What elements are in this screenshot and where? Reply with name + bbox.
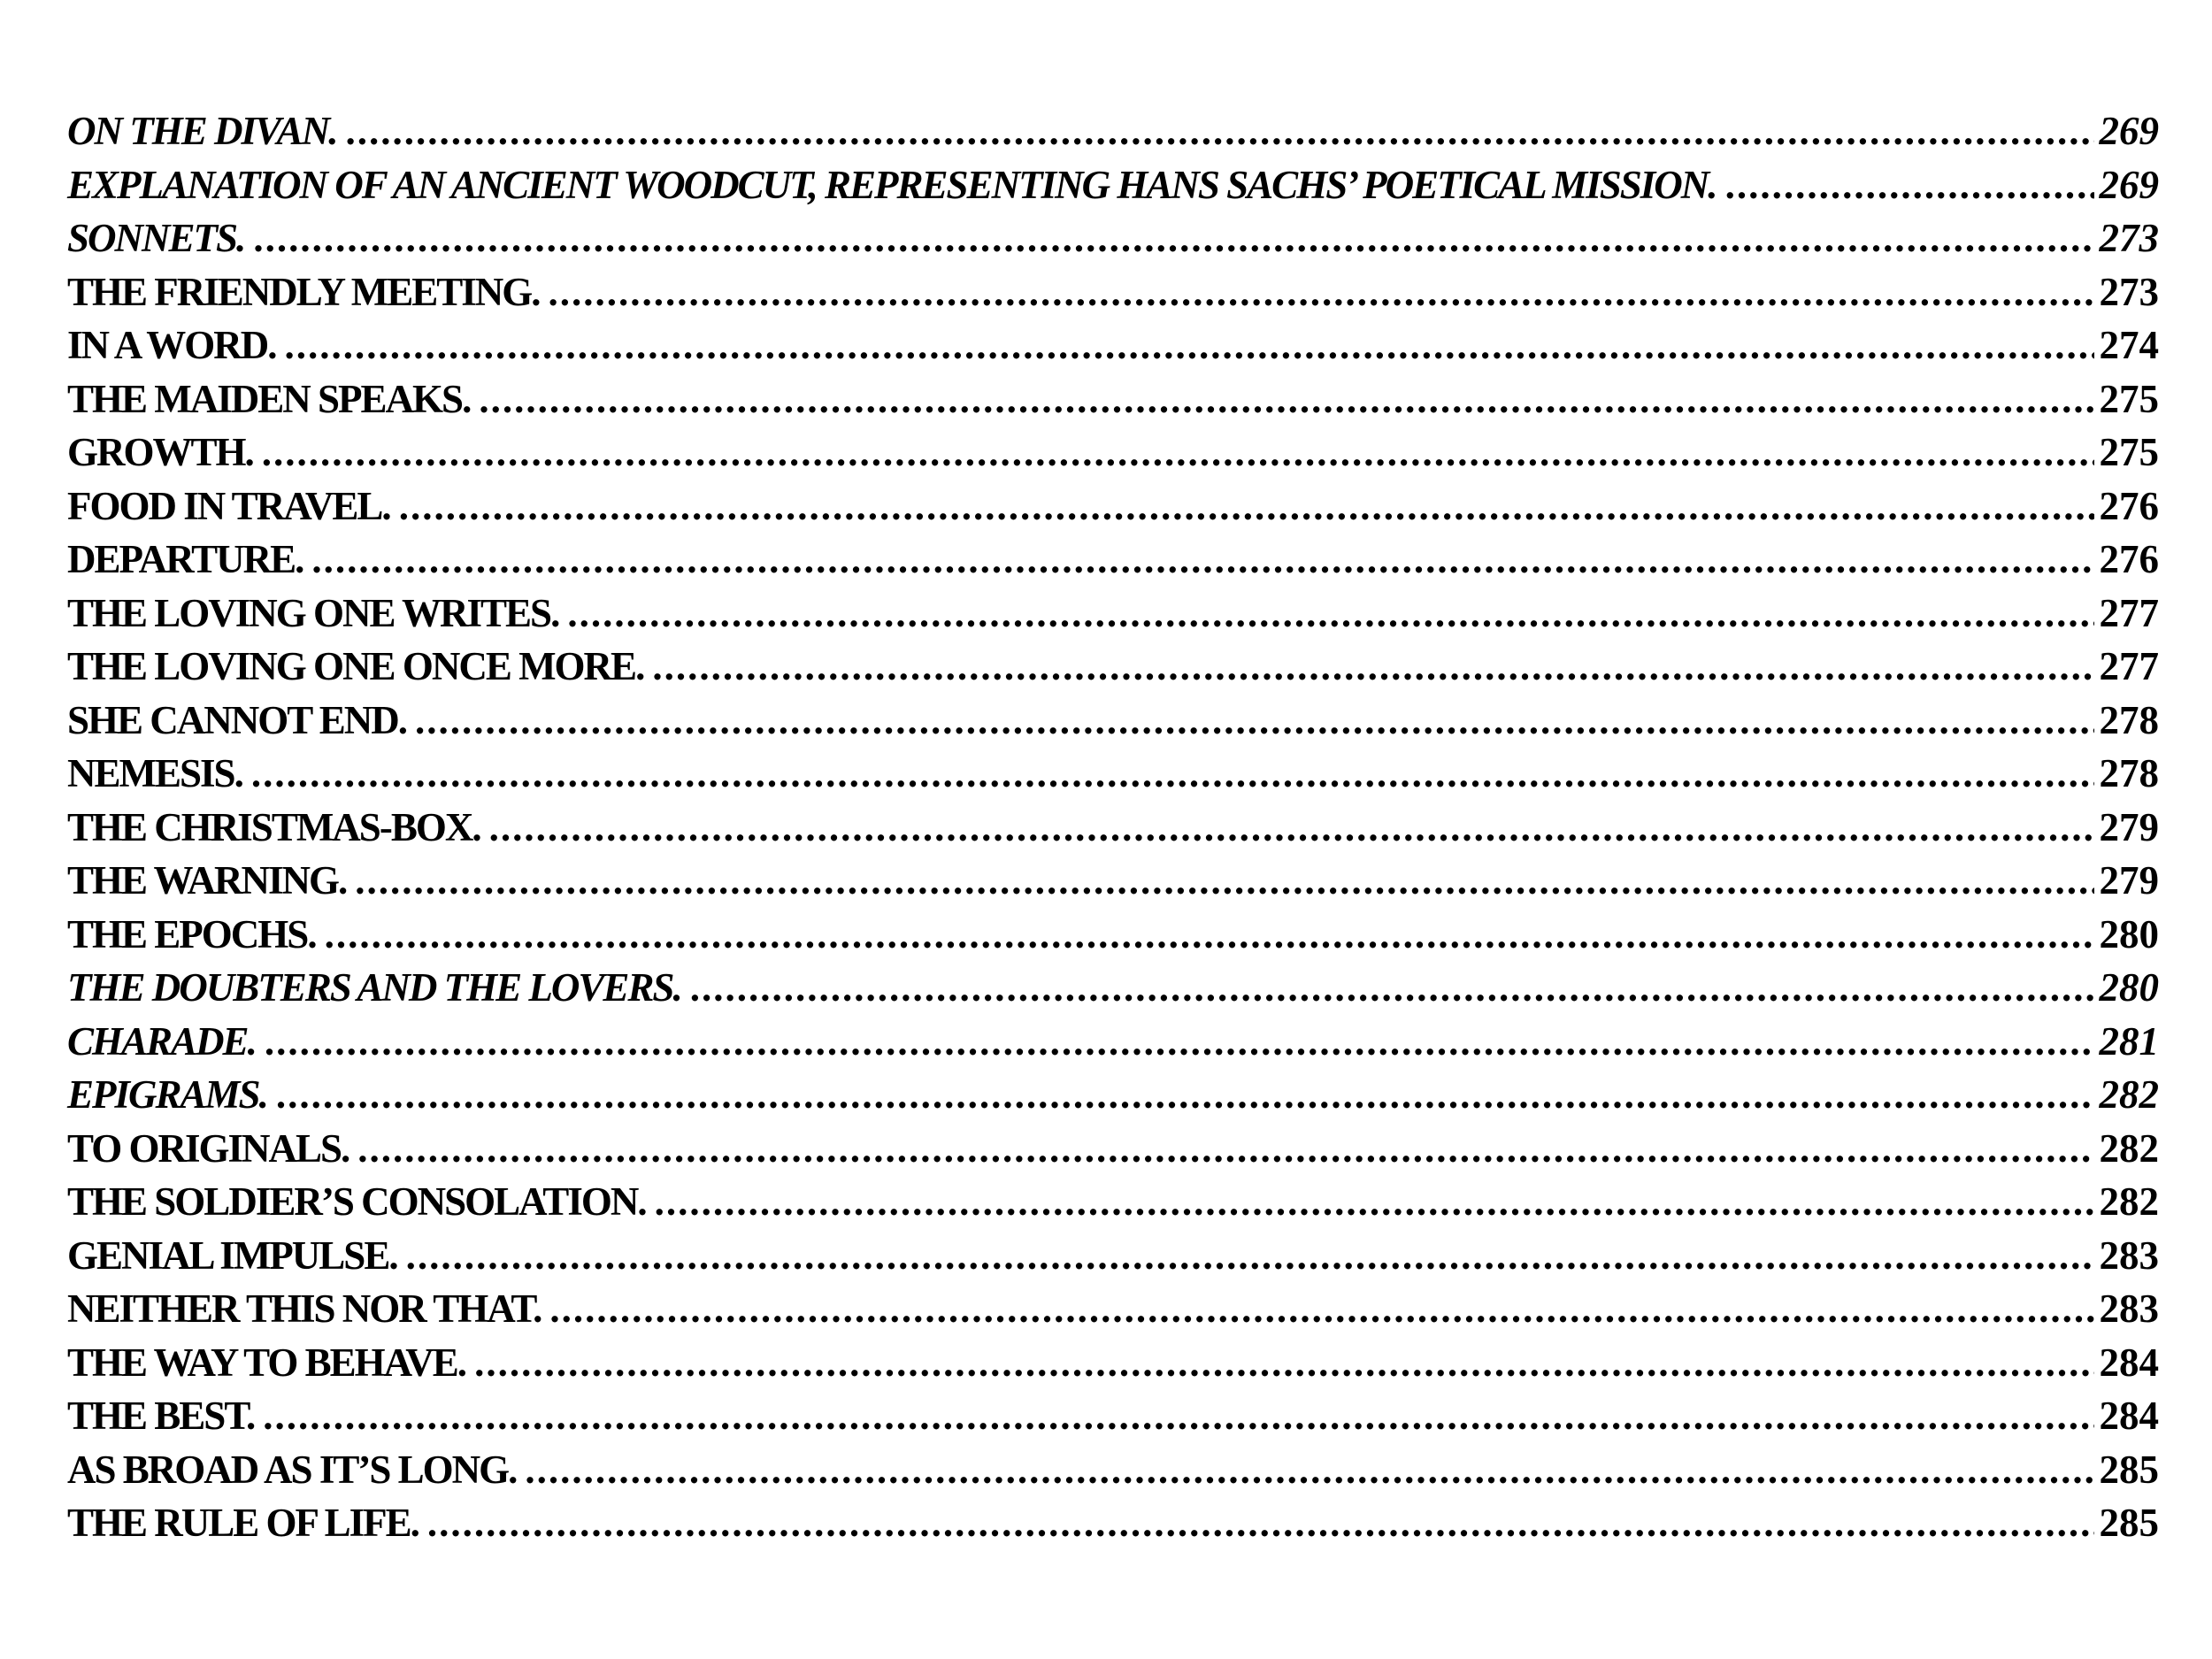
dot-leader xyxy=(489,801,2094,855)
toc-entry-page: 279 xyxy=(2099,858,2159,902)
toc-entry-title: THE MAIDEN SPEAKS. xyxy=(67,376,471,421)
toc-entry xyxy=(67,854,2159,908)
dot-leader xyxy=(427,1496,2094,1550)
toc-entry xyxy=(67,1175,2159,1229)
dot-leader xyxy=(549,265,2094,319)
dot-leader xyxy=(325,908,2094,962)
toc-entry-page: 282 xyxy=(2099,1125,2159,1171)
toc-entry-page: 277 xyxy=(2099,590,2159,635)
toc-entry-page: 285 xyxy=(2099,1447,2159,1492)
toc-entry xyxy=(67,211,2159,265)
toc-entry-title: DEPARTURE. xyxy=(67,537,303,581)
dot-leader xyxy=(655,1175,2094,1229)
toc-entry-title: GENIAL IMPULSE. xyxy=(67,1233,397,1278)
dot-leader xyxy=(345,104,2093,158)
toc-entry-page: 274 xyxy=(2099,323,2159,367)
toc-entry-title: TO ORIGINALS. xyxy=(67,1125,349,1171)
toc-entry-title: THE RULE OF LIFE. xyxy=(67,1501,419,1545)
dot-leader xyxy=(1725,158,2094,212)
dot-leader xyxy=(311,533,2093,587)
dot-leader xyxy=(479,373,2093,426)
toc-entry-title: THE CHRISTMAS-BOX. xyxy=(67,804,480,849)
toc-entry-page: 280 xyxy=(2099,965,2159,1010)
dot-leader xyxy=(415,694,2094,748)
toc-entry-page: 278 xyxy=(2099,751,2159,795)
toc-entry xyxy=(67,1282,2159,1336)
dot-leader xyxy=(253,211,2093,265)
toc-entry xyxy=(67,694,2159,748)
toc-entry xyxy=(67,1015,2159,1069)
table-of-contents xyxy=(67,104,2159,1550)
toc-entry xyxy=(67,533,2159,587)
toc-entry-page: 283 xyxy=(2099,1233,2159,1278)
toc-entry-page: 269 xyxy=(2099,109,2159,153)
toc-entry xyxy=(67,1389,2159,1443)
toc-entry-title: ON THE DIVAN. xyxy=(67,109,337,153)
toc-entry xyxy=(67,640,2159,694)
toc-entry-title: THE DOUBTERS AND THE LOVERS. xyxy=(67,965,681,1010)
toc-entry xyxy=(67,319,2159,373)
toc-entry-page: 276 xyxy=(2099,483,2159,528)
dot-leader xyxy=(399,480,2094,534)
toc-entry-page: 280 xyxy=(2099,911,2159,956)
toc-entry-page: 285 xyxy=(2099,1501,2159,1545)
toc-entry xyxy=(67,104,2159,158)
dot-leader xyxy=(276,1068,2094,1122)
dot-leader xyxy=(265,1015,2094,1069)
toc-entry-title: THE WAY TO BEHAVE. xyxy=(67,1340,466,1385)
toc-entry-title: EXPLANATION OF AN ANCIENT WOODCUT, REPRESENTING HANS SACHS’ POETICAL MISSION. xyxy=(67,162,1717,207)
toc-entry-title: AS BROAD AS IT’S LONG. xyxy=(67,1447,517,1492)
toc-entry-page: 273 xyxy=(2099,269,2159,314)
toc-entry-page: 275 xyxy=(2099,376,2159,421)
toc-entry-title: NEITHER THIS NOR THAT. xyxy=(67,1286,541,1331)
toc-entry-title: FOOD IN TRAVEL. xyxy=(67,483,390,528)
toc-entry-page: 269 xyxy=(2099,162,2159,207)
toc-entry-page: 284 xyxy=(2099,1340,2159,1385)
toc-entry-title: THE LOVING ONE ONCE MORE. xyxy=(67,644,644,688)
toc-entry-title: SHE CANNOT END. xyxy=(67,697,406,742)
toc-entry xyxy=(67,265,2159,319)
toc-entry-title: THE WARNING. xyxy=(67,858,347,902)
dot-leader xyxy=(690,961,2094,1015)
dot-leader xyxy=(525,1443,2093,1497)
dot-leader xyxy=(355,854,2093,908)
toc-entry xyxy=(67,480,2159,534)
toc-entry-title: THE SOLDIER’S CONSOLATION. xyxy=(67,1179,646,1224)
toc-entry xyxy=(67,158,2159,212)
toc-entry-title: IN A WORD. xyxy=(67,323,276,367)
toc-entry-page: 283 xyxy=(2099,1286,2159,1331)
dot-leader xyxy=(549,1282,2093,1336)
toc-entry-title: THE BEST. xyxy=(67,1394,255,1438)
toc-entry-page: 279 xyxy=(2099,804,2159,849)
toc-entry xyxy=(67,1122,2159,1176)
toc-entry-title: NEMESIS. xyxy=(67,751,242,795)
dot-leader xyxy=(251,747,2094,801)
toc-entry-title: THE EPOCHS. xyxy=(67,911,316,956)
toc-entry-title: SONNETS. xyxy=(67,216,245,260)
toc-entry xyxy=(67,1229,2159,1283)
toc-entry xyxy=(67,373,2159,426)
toc-entry xyxy=(67,426,2159,480)
dot-leader xyxy=(262,426,2094,480)
toc-entry-page: 276 xyxy=(2099,537,2159,581)
toc-entry xyxy=(67,961,2159,1015)
toc-entry-title: THE FRIENDLY MEETING. xyxy=(67,269,540,314)
toc-entry-page: 281 xyxy=(2099,1018,2159,1064)
toc-entry-page: 284 xyxy=(2099,1394,2159,1438)
toc-entry xyxy=(67,747,2159,801)
toc-entry xyxy=(67,1068,2159,1122)
toc-entry xyxy=(67,908,2159,962)
toc-entry-page: 282 xyxy=(2099,1072,2159,1117)
dot-leader xyxy=(263,1389,2093,1443)
toc-entry-title: GROWTH. xyxy=(67,430,253,474)
dot-leader xyxy=(567,587,2093,641)
dot-leader xyxy=(406,1229,2094,1283)
dot-leader xyxy=(284,319,2093,373)
toc-entry-page: 275 xyxy=(2099,430,2159,474)
toc-entry xyxy=(67,801,2159,855)
toc-entry xyxy=(67,1443,2159,1497)
toc-entry xyxy=(67,587,2159,641)
toc-entry xyxy=(67,1336,2159,1390)
dot-leader xyxy=(357,1122,2093,1176)
toc-entry-page: 277 xyxy=(2099,644,2159,688)
toc-entry-title: THE LOVING ONE WRITES. xyxy=(67,590,559,635)
dot-leader xyxy=(474,1336,2093,1390)
toc-entry-page: 282 xyxy=(2099,1179,2159,1224)
toc-entry-page: 273 xyxy=(2099,216,2159,260)
toc-entry-title: CHARADE. xyxy=(67,1018,256,1064)
toc-entry xyxy=(67,1496,2159,1550)
dot-leader xyxy=(652,640,2093,694)
toc-entry-title: EPIGRAMS. xyxy=(67,1072,267,1117)
toc-entry-page: 278 xyxy=(2099,697,2159,742)
